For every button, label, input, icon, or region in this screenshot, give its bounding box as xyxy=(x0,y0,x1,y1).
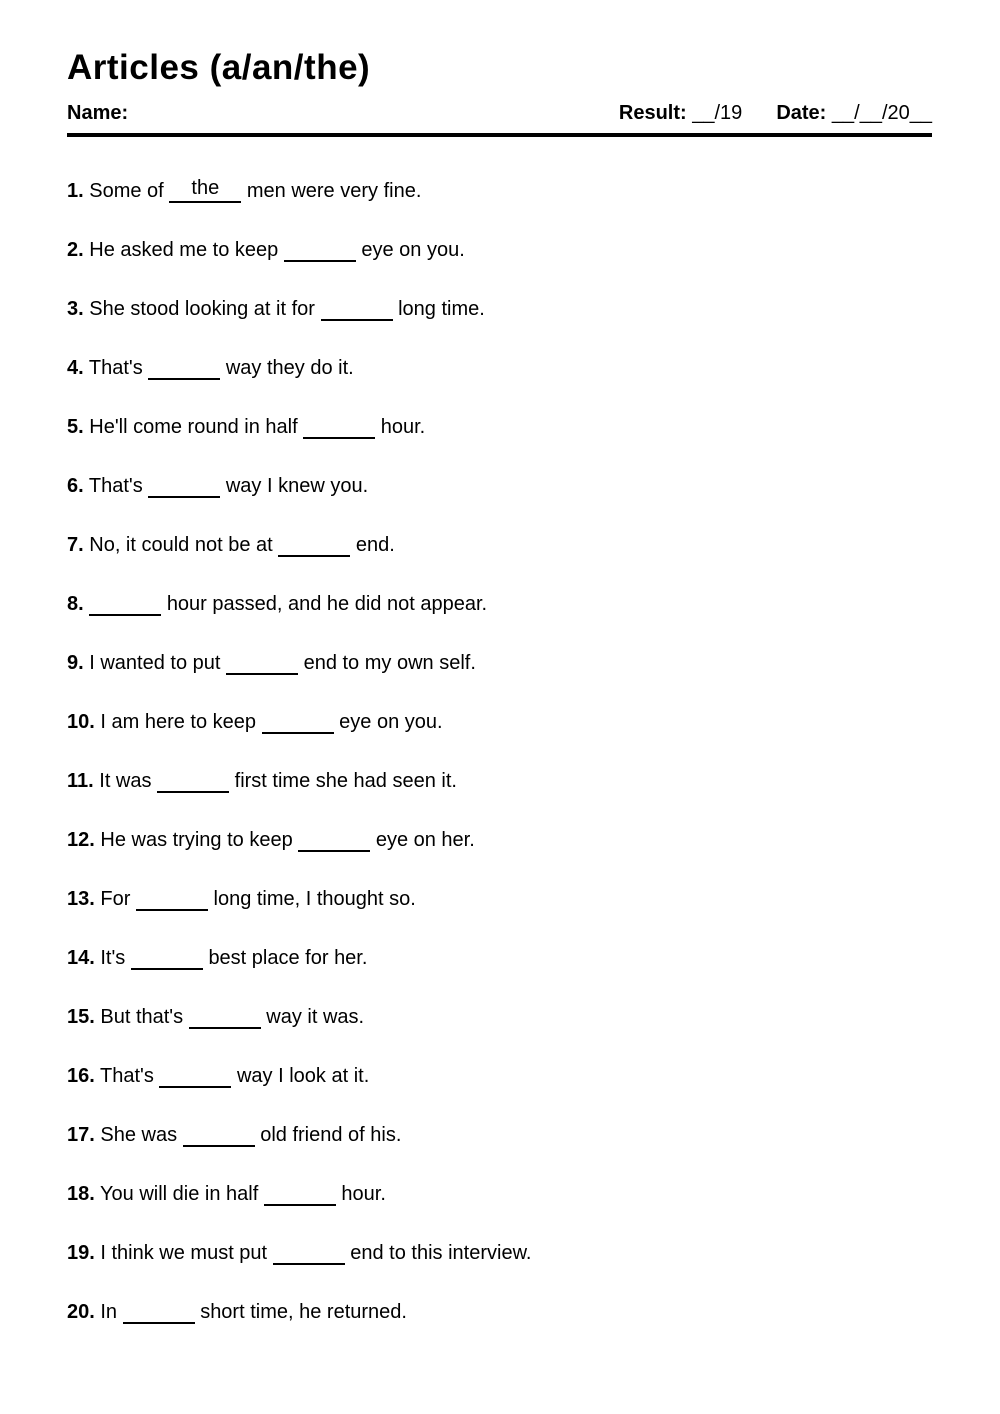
exercise-item xyxy=(67,178,932,204)
item-text-after: end to my own self. xyxy=(303,652,476,675)
item-number: 17. xyxy=(67,1124,95,1147)
item-number: 5. xyxy=(67,416,84,439)
exercise-item xyxy=(67,355,932,381)
item-text-before: That's xyxy=(100,1065,154,1088)
exercise-item xyxy=(67,591,932,617)
exercise-item xyxy=(67,532,932,558)
worksheet-header xyxy=(67,102,932,137)
item-number: 10. xyxy=(67,711,95,734)
exercise-item xyxy=(67,1004,932,1030)
item-number: 1. xyxy=(67,180,84,203)
exercise-item xyxy=(67,237,932,263)
answer-blank[interactable] xyxy=(159,1086,231,1088)
item-text-before: For xyxy=(100,888,131,911)
answer-blank[interactable] xyxy=(226,673,298,675)
item-number: 11. xyxy=(67,770,94,793)
item-number: 7. xyxy=(67,534,84,557)
answer-blank[interactable] xyxy=(321,319,393,321)
item-text-after: long time. xyxy=(398,298,485,321)
answer-blank[interactable] xyxy=(262,732,334,734)
exercise-item xyxy=(67,945,932,971)
exercise-item xyxy=(67,473,932,499)
exercise-item xyxy=(67,768,932,794)
item-number: 15. xyxy=(67,1006,95,1029)
item-text-before: No, it could not be at xyxy=(89,534,273,557)
item-number: 6. xyxy=(67,475,84,498)
answer-blank[interactable] xyxy=(273,1263,345,1265)
item-number: 9. xyxy=(67,652,84,675)
exercise-item xyxy=(67,296,932,322)
answer-blank[interactable] xyxy=(189,1027,261,1029)
exercise-item xyxy=(67,1122,932,1148)
item-text-after: way it was. xyxy=(266,1006,365,1029)
item-number: 12. xyxy=(67,829,95,852)
exercise-item xyxy=(67,886,932,912)
item-number: 4. xyxy=(67,357,84,380)
date-label: Date: xyxy=(776,102,827,125)
item-text-before: She was xyxy=(100,1124,178,1147)
item-text-after: way I knew you. xyxy=(225,475,369,498)
exercise-list xyxy=(67,178,932,1325)
item-number: 8. xyxy=(67,593,84,616)
result-label: Result: xyxy=(618,102,687,125)
answer-blank[interactable] xyxy=(136,909,208,911)
item-number: 13. xyxy=(67,888,95,911)
item-text-after: first time she had seen it. xyxy=(234,770,457,793)
exercise-item xyxy=(67,1181,932,1207)
item-text-after: eye on you. xyxy=(361,239,465,262)
page-title: Articles (a/an/the) xyxy=(67,48,371,87)
item-number: 2. xyxy=(67,239,84,262)
item-text-after: way I look at it. xyxy=(236,1065,370,1088)
item-text-before: It was xyxy=(99,770,152,793)
exercise-item xyxy=(67,1299,932,1325)
item-text-after: hour. xyxy=(341,1183,386,1206)
item-text-after: eye on you. xyxy=(339,711,443,734)
item-text-before: He asked me to keep xyxy=(89,239,279,262)
answer-blank[interactable] xyxy=(303,437,375,439)
item-text-after: way they do it. xyxy=(225,357,354,380)
item-text-after: men were very fine. xyxy=(246,180,422,203)
item-number: 16. xyxy=(67,1065,95,1088)
item-number: 3. xyxy=(67,298,84,321)
answer-blank[interactable] xyxy=(183,1145,255,1147)
result-blank[interactable]: __/19 xyxy=(692,102,743,125)
item-text-after: end. xyxy=(355,534,395,557)
item-text-before: He'll come round in half xyxy=(89,416,298,439)
answer-blank[interactable] xyxy=(131,968,203,970)
item-text-before: That's xyxy=(88,357,143,380)
answer-blank[interactable] xyxy=(148,378,220,380)
date-field xyxy=(776,102,932,125)
answer-blank[interactable] xyxy=(264,1204,336,1206)
exercise-item xyxy=(67,1063,932,1089)
result-field xyxy=(619,102,742,125)
item-number: 14. xyxy=(67,947,95,970)
item-text-after: best place for her. xyxy=(208,947,368,970)
item-text-after: hour. xyxy=(380,416,426,439)
item-text-before: It's xyxy=(100,947,126,970)
item-text-before: You will die in half xyxy=(100,1183,259,1206)
item-text-before: Some of xyxy=(89,180,164,203)
item-text-before: She stood looking at it for xyxy=(89,298,315,321)
item-number: 18. xyxy=(67,1183,95,1206)
answer-blank[interactable] xyxy=(148,496,220,498)
exercise-item xyxy=(67,1240,932,1266)
item-text-after: short time, he returned. xyxy=(200,1301,407,1324)
item-text-before: I wanted to put xyxy=(89,652,221,675)
exercise-item xyxy=(67,709,932,735)
exercise-item xyxy=(67,650,932,676)
answer-blank[interactable] xyxy=(298,850,370,852)
exercise-item xyxy=(67,827,932,853)
item-number: 20. xyxy=(67,1301,95,1324)
item-text-before: That's xyxy=(88,475,143,498)
item-text-before: He was trying to keep xyxy=(100,829,293,852)
date-blank[interactable]: __/__/20__ xyxy=(831,102,932,125)
answer-blank[interactable] xyxy=(157,791,229,793)
name-label: Name: xyxy=(67,102,129,125)
item-text-after: end to this interview. xyxy=(350,1242,532,1265)
item-text-before: In xyxy=(100,1301,118,1324)
item-text-before: I am here to keep xyxy=(100,711,257,734)
item-text-before: But that's xyxy=(100,1006,184,1029)
answer-text: the xyxy=(191,177,220,200)
answer-blank[interactable] xyxy=(169,177,241,203)
answer-blank[interactable] xyxy=(284,260,356,262)
item-text-after: long time, I thought so. xyxy=(213,888,416,911)
item-text-after: old friend of his. xyxy=(260,1124,402,1147)
item-number: 19. xyxy=(67,1242,95,1265)
answer-blank[interactable] xyxy=(123,1322,195,1324)
answer-blank[interactable] xyxy=(278,555,350,557)
item-text-before: I think we must put xyxy=(100,1242,268,1265)
item-text-after: hour passed, and he did not appear. xyxy=(166,593,488,616)
item-text-after: eye on her. xyxy=(375,829,475,852)
exercise-item xyxy=(67,414,932,440)
answer-blank[interactable] xyxy=(89,614,161,616)
